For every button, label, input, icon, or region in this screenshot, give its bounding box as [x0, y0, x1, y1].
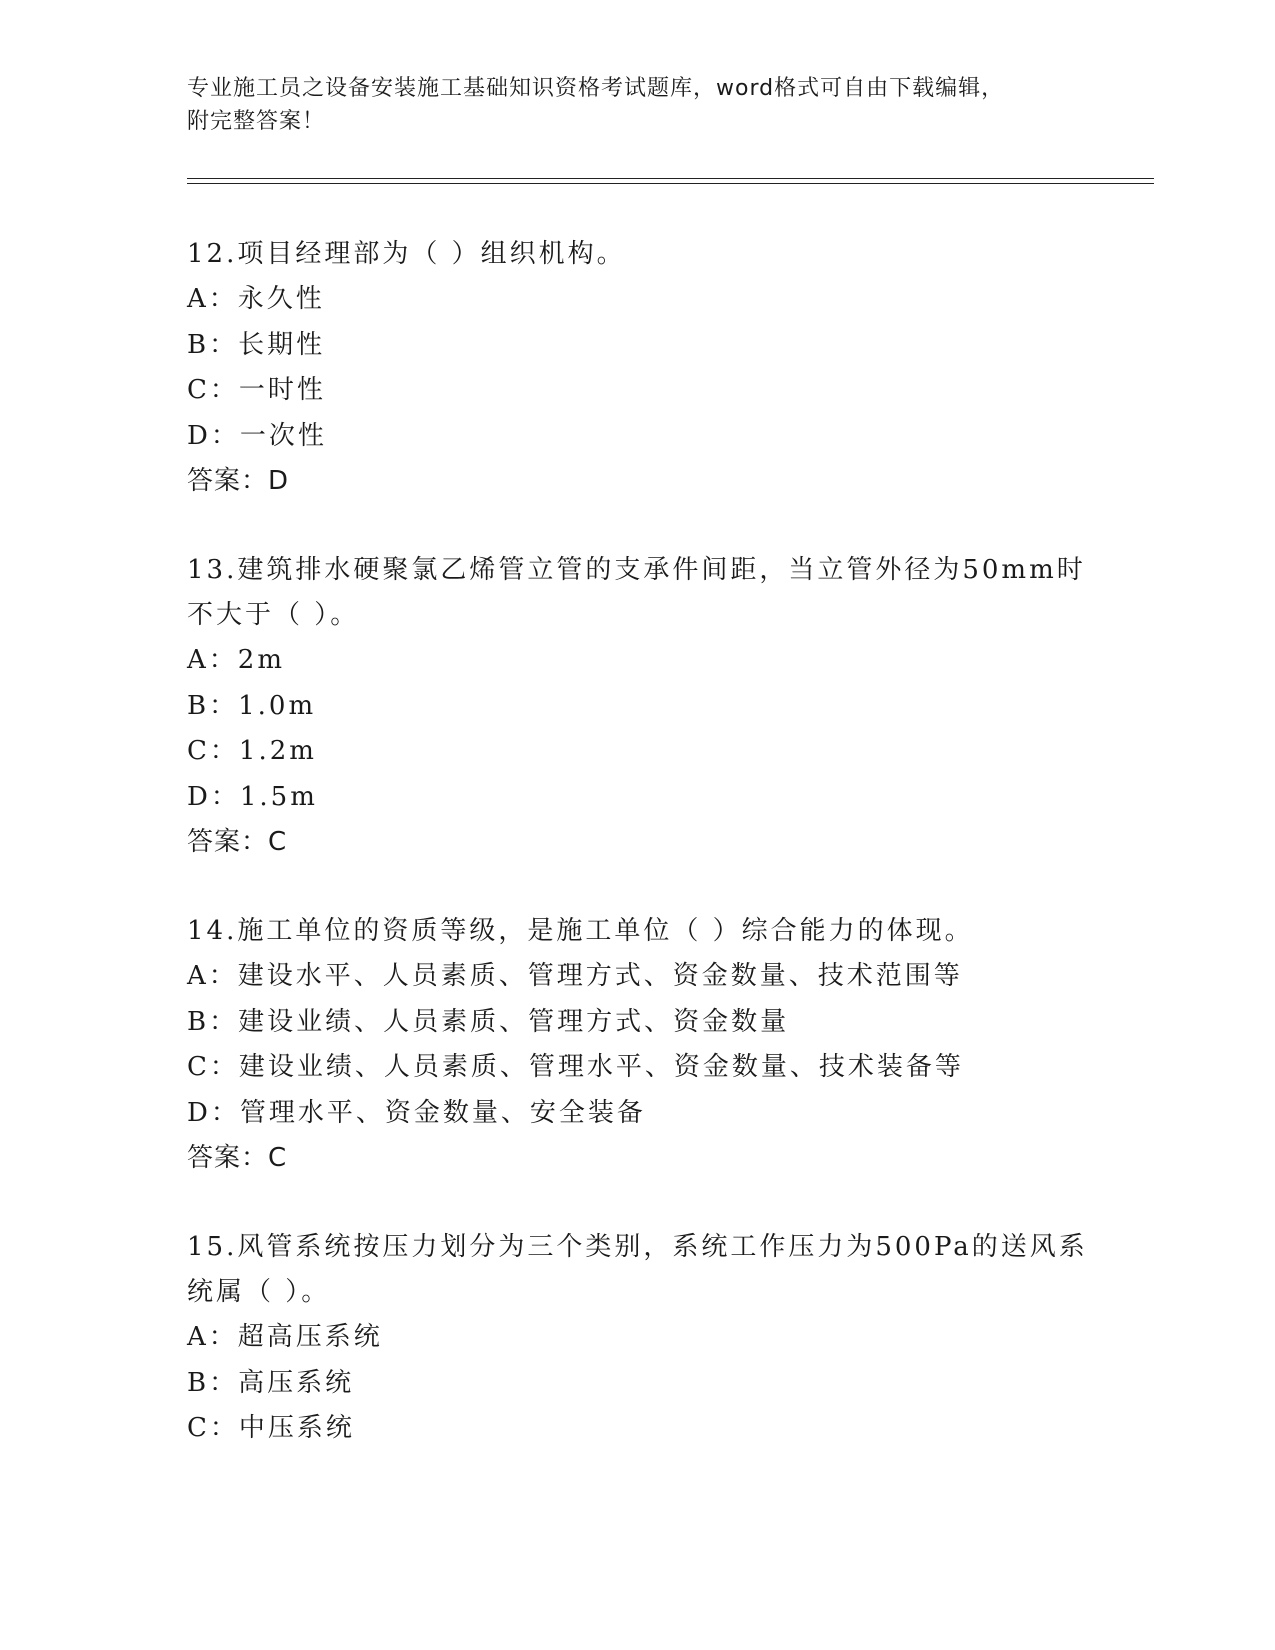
option-text: 管理水平、资金数量、安全装备 — [239, 1097, 646, 1128]
option-text: 高压系统 — [238, 1367, 355, 1398]
option-label: D： — [187, 781, 240, 812]
answer-option — [187, 414, 1127, 460]
option-label: B： — [187, 329, 239, 360]
answer-option — [187, 1091, 1127, 1137]
answer-option — [187, 1406, 1127, 1452]
option-text: 建设业绩、人员素质、管理方式、资金数量 — [238, 1006, 790, 1037]
question-stem: 14.施工单位的资质等级，是施工单位（ ）综合能力的体现。 — [187, 916, 974, 946]
question-stem: 统属（ ）。 — [187, 1277, 331, 1307]
answer-key: 答案：C — [187, 827, 288, 857]
header-line-1: 专业施工员之设备安装施工基础知识资格考试题库，word格式可自由下载编辑， — [187, 76, 1005, 101]
header-divider-top — [187, 178, 1154, 179]
header-divider-bottom — [187, 183, 1154, 184]
option-text: 一时性 — [238, 375, 326, 405]
option-text: 永久性 — [237, 284, 325, 314]
answer-option — [187, 323, 1127, 369]
question-stem: 15.风管系统按压力划分为三个类别，系统工作压力为500Pa的送风系 — [187, 1232, 1088, 1262]
option-text: 建设业绩、人员素质、管理水平、资金数量、技术装备等 — [238, 1052, 964, 1082]
header-line-2: 附完整答案！ — [187, 109, 326, 134]
answer-option — [187, 368, 1127, 414]
option-text: 超高压系统 — [237, 1322, 383, 1352]
question-stem: 不大于（ ）。 — [187, 600, 360, 630]
answer-option — [187, 277, 1127, 323]
answer-option — [187, 775, 1127, 821]
answer-option — [187, 638, 1127, 684]
question-stem: 12.项目经理部为（ ）组织机构。 — [187, 239, 626, 269]
question-spacer — [187, 504, 1127, 548]
question-list — [187, 232, 1127, 1452]
option-text: 中压系统 — [238, 1413, 355, 1443]
question-block — [187, 232, 1127, 548]
option-text: 建设水平、人员素质、管理方式、资金数量、技术范围等 — [237, 961, 963, 991]
question-block — [187, 548, 1127, 909]
answer-option — [187, 1361, 1127, 1407]
option-label: C： — [187, 1413, 239, 1443]
question-block — [187, 909, 1127, 1225]
option-label: B： — [187, 1006, 239, 1037]
option-label: C： — [187, 1052, 239, 1082]
option-label: D： — [187, 1097, 240, 1128]
question-spacer — [187, 1181, 1127, 1225]
answer-option — [187, 684, 1127, 730]
option-text: 2m — [237, 645, 285, 675]
answer-option — [187, 954, 1127, 1000]
document-header — [187, 72, 1087, 138]
answer-key: 答案：D — [187, 466, 290, 496]
answer-key: 答案：C — [187, 1143, 288, 1173]
option-label: B： — [187, 1367, 239, 1398]
question-stem: 13.建筑排水硬聚氯乙烯管立管的支承件间距，当立管外径为50mm时 — [187, 555, 1086, 585]
question-spacer — [187, 865, 1127, 909]
option-text: 长期性 — [238, 329, 326, 360]
option-label: A： — [187, 1322, 238, 1352]
answer-option — [187, 1000, 1127, 1046]
option-text: 1.5m — [239, 781, 318, 812]
option-label: A： — [187, 961, 238, 991]
question-block — [187, 1225, 1127, 1452]
option-text: 1.0m — [238, 690, 317, 721]
answer-option — [187, 729, 1127, 775]
option-label: A： — [187, 645, 238, 675]
option-label: C： — [187, 736, 239, 766]
answer-option — [187, 1045, 1127, 1091]
option-label: A： — [187, 284, 238, 314]
option-text: 1.2m — [238, 736, 317, 766]
option-label: B： — [187, 690, 239, 721]
option-label: C： — [187, 375, 239, 405]
answer-option — [187, 1315, 1127, 1361]
option-text: 一次性 — [239, 420, 327, 451]
option-label: D： — [187, 420, 240, 451]
